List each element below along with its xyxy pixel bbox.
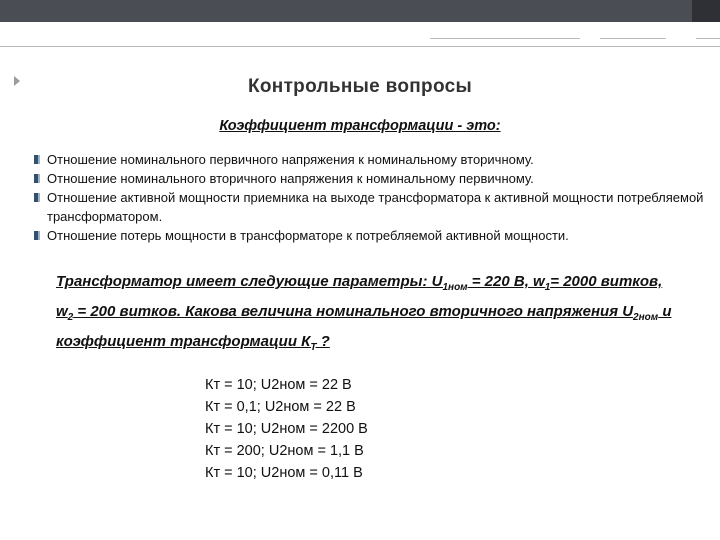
bullet-icon (34, 231, 40, 240)
top-bar (0, 0, 720, 22)
answer-option: Кт = 10; U2ном = 0,11 В (205, 465, 363, 481)
question2-text (56, 270, 676, 360)
problem-text: ? (316, 333, 330, 350)
decorative-line (696, 38, 720, 39)
problem-text: = 2000 витков, w (56, 273, 663, 320)
problem-text: = 200 витков. Какова величина номинального вторичного напряжения U (73, 303, 634, 320)
answer-option: Кт = 10; U2ном = 2200 В (205, 421, 368, 437)
top-bar-corner (692, 0, 720, 22)
answer-option: Кт = 200; U2ном = 1,1 В (205, 443, 364, 459)
option-text: Отношение номинального вторичного напряжения к номинальному первичному. (47, 171, 534, 186)
option-text: Отношение номинального первичного напряжения к номинальному вторичному. (47, 152, 534, 167)
answer-option: Кт = 0,1; U2ном = 22 В (205, 399, 356, 415)
problem-text: Трансформатор имеет следующие параметры: U (56, 273, 443, 290)
decorative-line (430, 38, 580, 39)
list-item (34, 226, 704, 245)
question1-prompt: Коэффициент трансформации - это: (219, 118, 501, 134)
bullet-icon (34, 174, 40, 183)
decorative-line (0, 46, 720, 47)
slide-title: Контрольные вопросы (248, 76, 472, 97)
problem-subscript: 2ном (633, 312, 659, 323)
answer-option: Кт = 10; U2ном = 22 В (205, 377, 352, 393)
list-item (34, 188, 704, 226)
problem-subscript: 2 (67, 312, 74, 323)
option-text: Отношение активной мощности приемника на выходе трансформатора к активной мощности потребляемой трансформатором. (47, 190, 704, 224)
decorative-line (600, 38, 666, 39)
problem-subscript: 1ном (442, 282, 468, 293)
list-item (34, 150, 704, 169)
bullet-icon (34, 155, 40, 164)
option-text: Отношение потерь мощности в трансформаторе к потребляемой активной мощности. (47, 228, 569, 243)
problem-subscript: 1 (544, 282, 551, 293)
problem-subscript: Т (310, 342, 317, 353)
bullet-icon (34, 193, 40, 202)
problem-text: и коэффициент трансформации К (56, 303, 672, 350)
question2-answers (205, 374, 368, 484)
problem-text: = 220 В, w (467, 273, 545, 290)
list-item (34, 169, 704, 188)
question1-options (34, 150, 704, 245)
